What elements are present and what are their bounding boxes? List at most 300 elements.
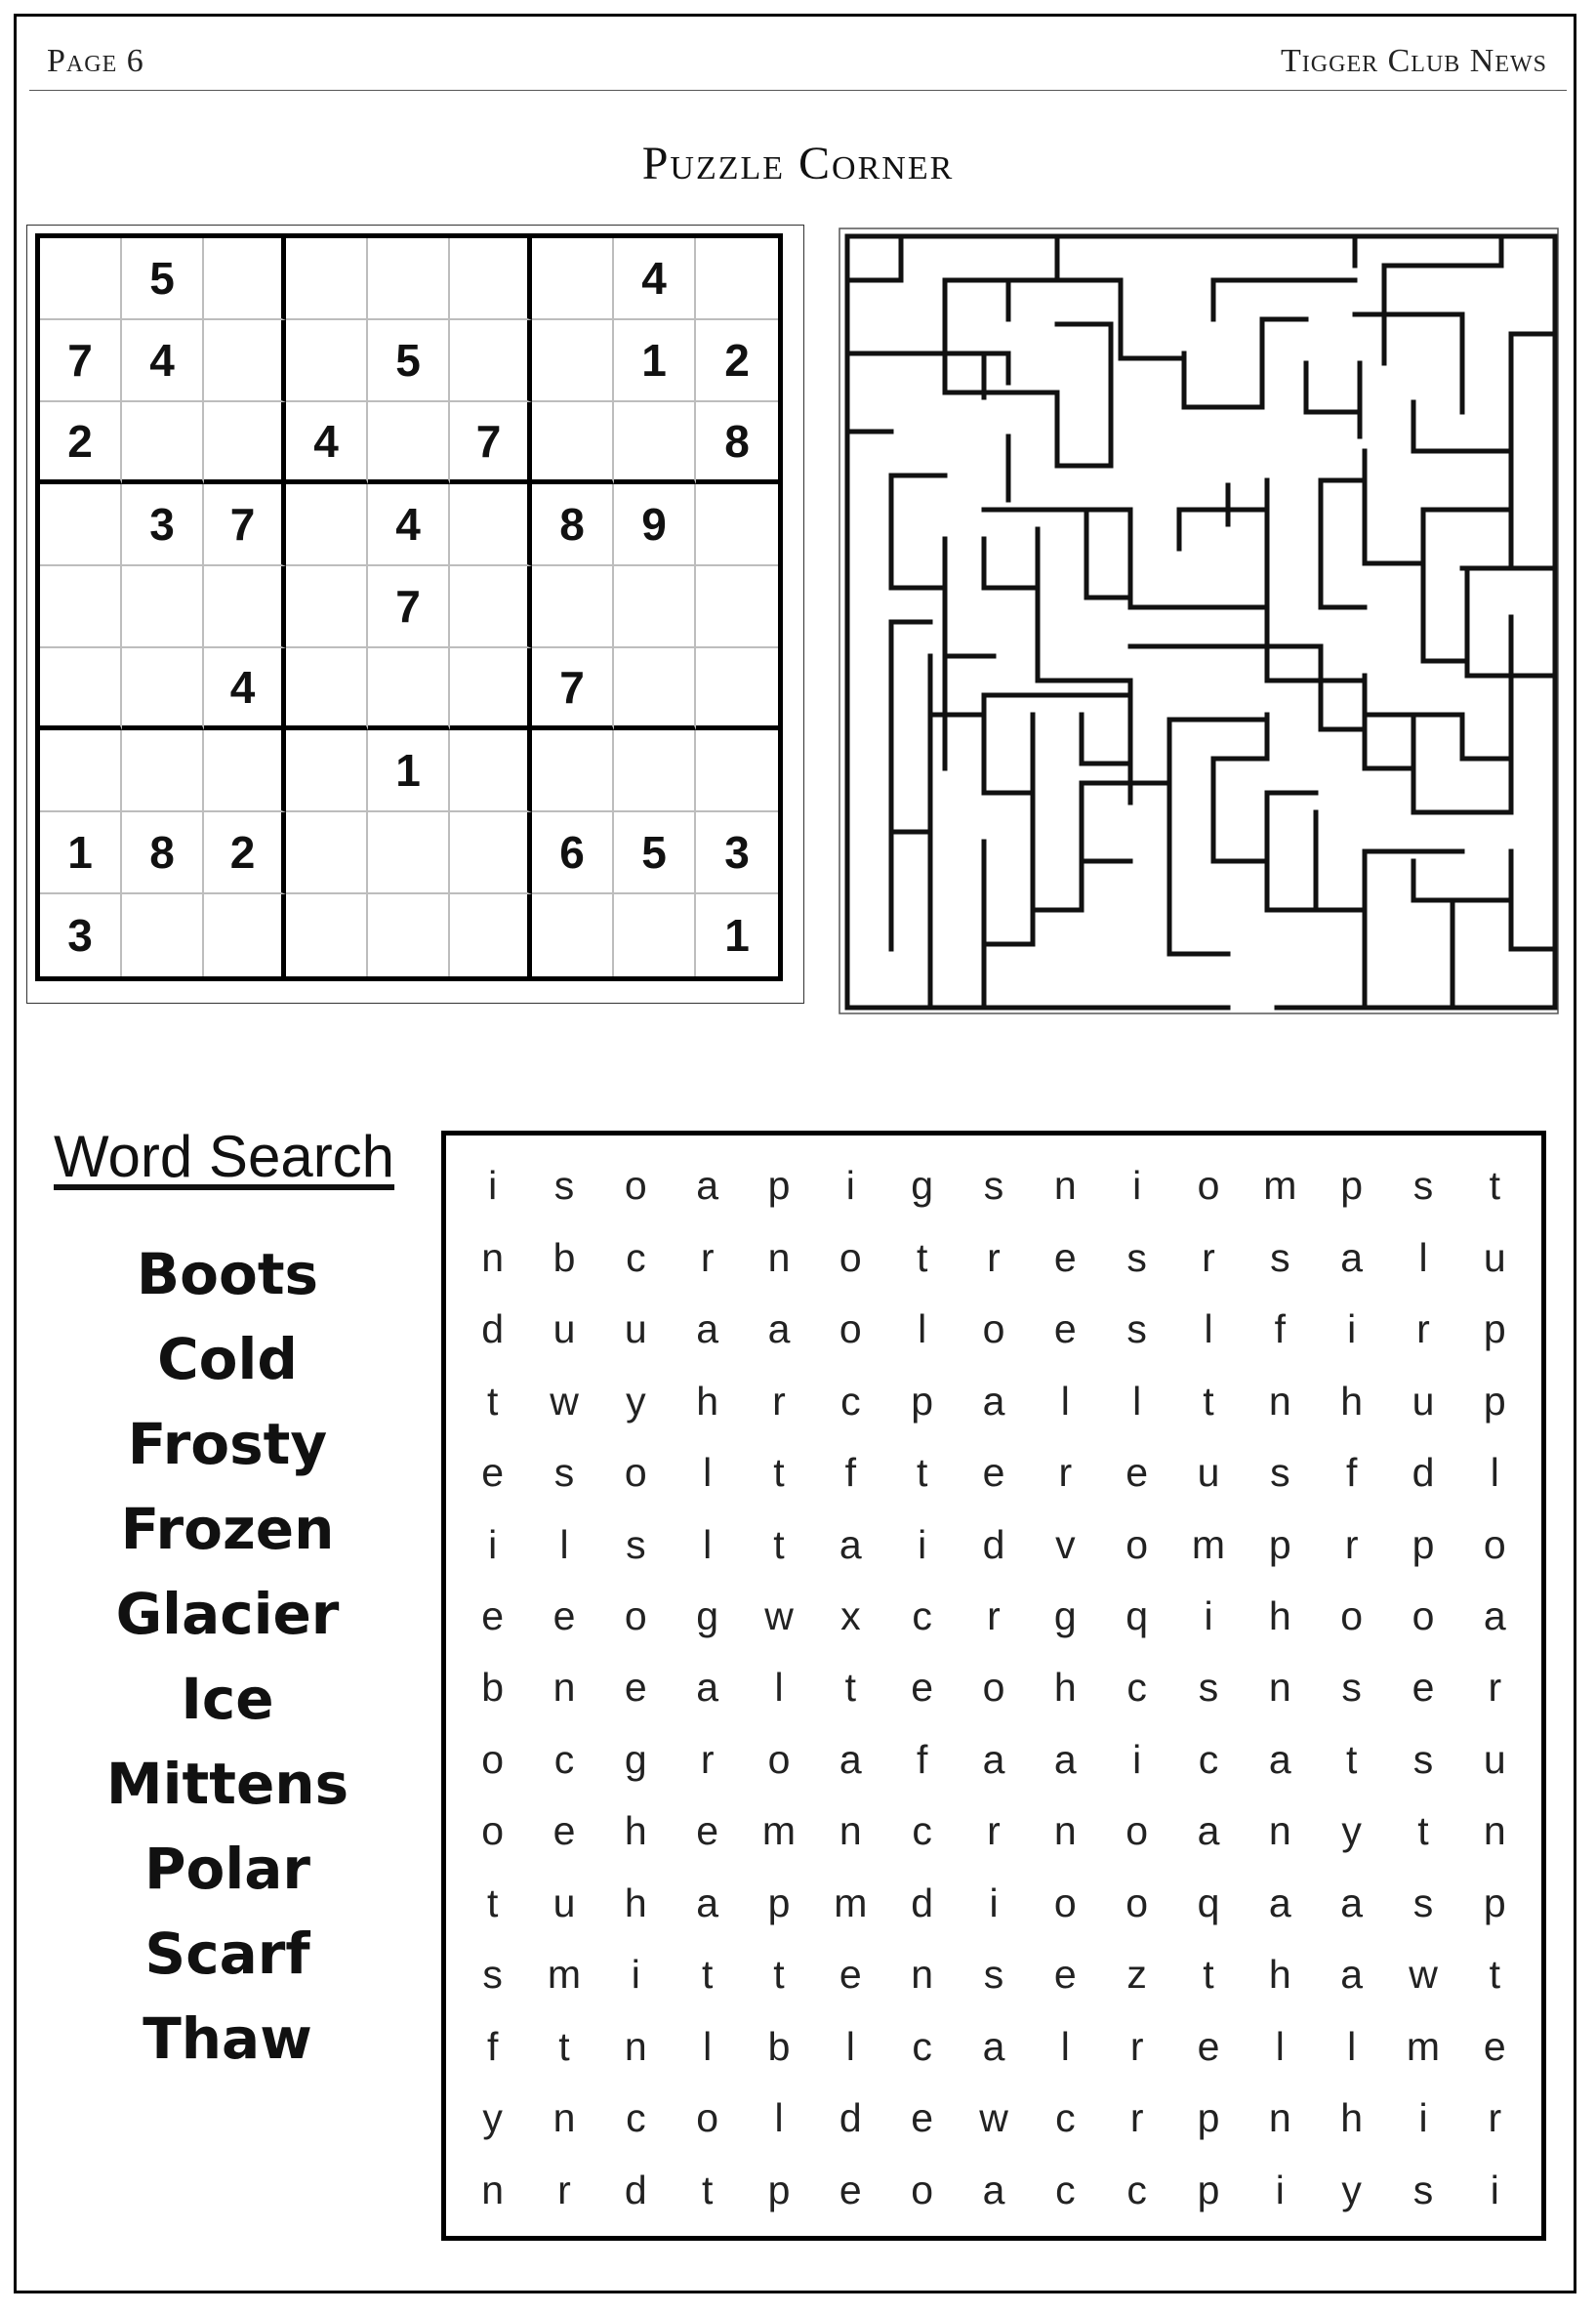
word-search-letter[interactable]: r [772,1378,786,1424]
sudoku-cell[interactable] [40,566,122,648]
word-search-letter[interactable]: g [1053,1593,1077,1639]
sudoku-cell[interactable] [368,402,450,484]
word-search-letter[interactable]: c [912,1593,932,1639]
word-search-letter[interactable]: o [1125,1879,1149,1925]
word-search-letter[interactable]: h [624,1808,647,1854]
word-search-letter[interactable]: a [982,1378,1005,1424]
word-search-letter[interactable]: o [1125,1808,1149,1854]
word-search-letter[interactable]: e [1483,2023,1506,2069]
word-search-letter[interactable]: t [1417,1808,1429,1854]
sudoku-cell[interactable] [532,402,614,484]
word-search-letter[interactable]: e [552,1808,576,1854]
word-search-letter[interactable]: b [552,1234,576,1280]
word-search-letter[interactable]: d [982,1521,1005,1567]
word-search-letter[interactable]: u [624,1306,647,1352]
word-search-letter[interactable]: x [840,1593,861,1639]
word-search-letter[interactable]: r [700,1736,715,1782]
word-search-letter[interactable]: i [1132,1736,1142,1782]
word-search-letter[interactable]: f [1274,1306,1287,1352]
word-search-letter[interactable]: d [911,1879,934,1925]
word-search-letter[interactable]: p [1197,2167,1220,2212]
word-search-letter[interactable]: i [1132,1163,1142,1209]
word-search-letter[interactable]: e [1053,1306,1077,1352]
word-search-letter[interactable]: r [1416,1306,1430,1352]
word-search-letter[interactable]: t [701,2167,714,2212]
word-search-letter[interactable]: u [1483,1234,1506,1280]
word-search-letter[interactable]: i [1204,1593,1213,1639]
sudoku-cell[interactable]: 5 [122,238,204,320]
sudoku-cell[interactable] [122,402,204,484]
sudoku-cell[interactable] [122,648,204,730]
word-search-letter[interactable]: f [916,1736,928,1782]
word-search-letter[interactable]: a [1483,1593,1506,1639]
word-search-letter[interactable]: u [1197,1450,1220,1496]
sudoku-cell[interactable]: 9 [614,484,696,566]
word-search-letter[interactable]: n [1268,2095,1291,2141]
word-search-letter[interactable]: i [1418,2095,1428,2141]
word-search-letter[interactable]: r [557,2167,571,2212]
word-search-letter[interactable]: s [1412,1879,1434,1925]
word-search-letter[interactable]: e [481,1450,505,1496]
sudoku-cell[interactable] [696,484,778,566]
word-search-letter[interactable]: a [696,1879,719,1925]
word-search-letter[interactable]: o [1053,1879,1077,1925]
word-search-letter[interactable]: e [696,1808,719,1854]
word-search-letter[interactable]: b [481,1665,505,1711]
word-search-letter[interactable]: p [1483,1306,1506,1352]
sudoku-cell[interactable]: 4 [204,648,286,730]
word-search-letter[interactable]: c [1126,2167,1147,2212]
word-search-letter[interactable]: n [552,1665,576,1711]
word-search-letter[interactable]: b [767,2023,791,2069]
word-search-letter[interactable]: c [912,1808,932,1854]
word-search-letter[interactable]: l [1060,1378,1070,1424]
word-search-letter[interactable]: c [1198,1736,1219,1782]
word-search-letter[interactable]: t [773,1952,785,1998]
word-search-letter[interactable]: n [1268,1378,1291,1424]
sudoku-cell[interactable] [122,730,204,812]
word-search-letter[interactable]: o [1412,1593,1435,1639]
word-search-letter[interactable]: n [767,1234,791,1280]
sudoku-cell[interactable] [368,812,450,894]
word-search-letter[interactable]: o [481,1808,505,1854]
word-search-letter[interactable]: i [989,1879,999,1925]
sudoku-cell[interactable]: 1 [724,910,750,961]
word-search-letter[interactable]: l [774,1665,784,1711]
word-search-letter[interactable]: e [982,1450,1005,1496]
word-search-letter[interactable]: w [979,2095,1008,2141]
sudoku-cell[interactable] [696,566,778,648]
word-search-letter[interactable]: s [1341,1665,1362,1711]
sudoku-cell[interactable] [532,566,614,648]
sudoku-cell[interactable] [450,812,532,894]
word-search-letter[interactable]: r [1344,1521,1359,1567]
word-search-letter[interactable]: s [983,1952,1004,1998]
word-search-letter[interactable]: y [1341,2167,1362,2212]
sudoku-cell[interactable] [450,894,532,976]
word-search-letter[interactable]: l [1347,2023,1357,2069]
word-search-letter[interactable]: r [1129,2095,1144,2141]
sudoku-cell[interactable]: 2 [696,320,778,402]
word-search-letter[interactable]: f [486,2023,499,2069]
word-search-letter[interactable]: s [1412,2167,1434,2212]
sudoku-cell[interactable] [368,238,450,320]
word-search-letter[interactable]: r [987,1234,1001,1280]
sudoku-cell[interactable] [204,402,286,484]
word-search-letter[interactable]: p [911,1378,934,1424]
word-search-letter[interactable]: w [764,1593,794,1639]
word-search-letter[interactable]: o [1340,1593,1364,1639]
word-search-letter[interactable]: n [1053,1808,1077,1854]
sudoku-cell[interactable] [614,402,696,484]
word-search-letter[interactable]: e [911,1665,934,1711]
word-search-letter[interactable]: c [840,1378,861,1424]
word-search-letter[interactable]: h [1053,1665,1077,1711]
sudoku-cell[interactable] [614,730,696,812]
word-search-letter[interactable]: l [1490,1450,1499,1496]
word-search-letter[interactable]: h [1340,2095,1364,2141]
word-search-letter[interactable]: f [844,1450,857,1496]
word-search-letter[interactable]: r [987,1593,1001,1639]
word-search-letter[interactable]: a [1268,1879,1291,1925]
sudoku-cell[interactable]: 6 [532,812,614,894]
word-search-letter[interactable]: y [482,2095,503,2141]
word-search-letter[interactable]: r [1202,1234,1215,1280]
word-search-letter[interactable]: s [1198,1665,1219,1711]
sudoku-cell[interactable] [450,320,532,402]
word-search-letter[interactable]: a [696,1306,719,1352]
sudoku-cell[interactable] [122,566,204,648]
word-search-letter[interactable]: r [987,1808,1001,1854]
word-search-letter[interactable]: p [1340,1163,1364,1209]
sudoku-cell[interactable] [286,894,368,976]
word-search-letter[interactable]: n [552,2095,576,2141]
word-search-letter[interactable]: l [559,1521,569,1567]
word-search-letter[interactable]: p [767,1879,791,1925]
word-search-letter[interactable]: s [1412,1736,1434,1782]
word-search-letter[interactable]: a [696,1163,719,1209]
word-search-letter[interactable]: p [767,1163,791,1209]
word-search-letter[interactable]: o [839,1234,862,1280]
word-search-letter[interactable]: i [1347,1306,1357,1352]
word-search-letter[interactable]: p [1412,1521,1435,1567]
sudoku-cell[interactable] [614,894,696,976]
word-search-letter[interactable]: o [1125,1521,1149,1567]
sudoku-cell[interactable]: 8 [122,812,204,894]
word-search-letter[interactable]: r [1058,1450,1073,1496]
word-search-letter[interactable]: h [624,1879,647,1925]
sudoku-cell[interactable]: 7 [532,648,614,730]
word-search-letter[interactable]: s [553,1450,575,1496]
word-search-letter[interactable]: e [839,2167,862,2212]
word-search-letter[interactable]: u [1483,1736,1506,1782]
word-search-letter[interactable]: s [553,1163,575,1209]
word-search-letter[interactable]: o [696,2095,719,2141]
word-search-letter[interactable]: t [486,1879,499,1925]
word-search-letter[interactable]: a [1340,1952,1364,1998]
word-search-letter[interactable]: r [1129,2023,1144,2069]
word-search-letter[interactable]: a [696,1665,719,1711]
word-search-letter[interactable]: o [481,1736,505,1782]
sudoku-cell[interactable]: 1 [368,730,450,812]
sudoku-cell[interactable] [450,238,532,320]
word-search-letter[interactable]: l [703,1521,713,1567]
word-search-letter[interactable]: c [1126,1665,1147,1711]
sudoku-cell[interactable] [286,320,368,402]
word-search-letter[interactable]: a [767,1306,791,1352]
word-search-letter[interactable]: t [1345,1736,1358,1782]
word-search-letter[interactable]: d [481,1306,505,1352]
word-search-letter[interactable]: p [1483,1378,1506,1424]
word-search-letter[interactable]: u [1412,1378,1435,1424]
word-search-letter[interactable]: l [845,2023,855,2069]
word-search-letter[interactable]: l [703,2023,713,2069]
sudoku-cell[interactable] [614,648,696,730]
word-search-letter[interactable]: d [839,2095,862,2141]
word-search-letter[interactable]: h [696,1378,719,1424]
sudoku-cell[interactable] [286,730,368,812]
sudoku-cell[interactable] [40,730,122,812]
sudoku-cell[interactable] [204,320,286,402]
word-search-letter[interactable]: f [1345,1450,1358,1496]
word-search-letter[interactable]: d [1412,1450,1435,1496]
word-search-letter[interactable]: c [1055,2167,1076,2212]
word-search-letter[interactable]: i [631,1952,640,1998]
sudoku-cell[interactable]: 5 [368,320,450,402]
sudoku-cell[interactable] [450,566,532,648]
word-search-letter[interactable]: s [1126,1306,1147,1352]
word-search-letter[interactable]: n [1483,1808,1506,1854]
sudoku-cell[interactable]: 8 [696,402,778,484]
word-search-letter[interactable]: a [839,1521,862,1567]
word-search-letter[interactable]: r [1488,1665,1502,1711]
sudoku-cell[interactable] [368,648,450,730]
word-search-letter[interactable]: l [918,1306,927,1352]
sudoku-cell[interactable]: 7 [368,566,450,648]
sudoku-cell[interactable] [204,566,286,648]
word-search-letter[interactable]: c [553,1736,575,1782]
sudoku-cell[interactable] [286,238,368,320]
word-search-letter[interactable]: w [550,1378,579,1424]
word-search-letter[interactable]: m [1191,1521,1226,1567]
sudoku-cell[interactable]: 1 [614,320,696,402]
word-search-letter[interactable]: c [626,1234,646,1280]
word-search-letter[interactable]: m [761,1808,797,1854]
word-search-letter[interactable]: a [1268,1736,1291,1782]
word-search-letter[interactable]: e [1053,1234,1077,1280]
word-search-letter[interactable]: r [700,1234,715,1280]
word-search-letter[interactable]: l [1418,1234,1428,1280]
sudoku-cell[interactable] [696,238,778,320]
word-search-letter[interactable]: a [982,1736,1005,1782]
word-search-letter[interactable]: m [547,1952,582,1998]
word-search-letter[interactable]: s [626,1521,646,1567]
word-search-letter[interactable]: e [911,2095,934,2141]
sudoku-cell[interactable] [204,730,286,812]
word-search-letter[interactable]: i [1275,2167,1285,2212]
word-search-letter[interactable]: h [1268,1593,1291,1639]
word-search-letter[interactable]: d [624,2167,647,2212]
word-search-letter[interactable]: h [1340,1378,1364,1424]
word-search-letter[interactable]: p [1197,2095,1220,2141]
word-search-letter[interactable]: m [1406,2023,1441,2069]
sudoku-cell[interactable]: 4 [614,238,696,320]
sudoku-cell[interactable] [532,730,614,812]
word-search-letter[interactable]: e [552,1593,576,1639]
word-search-letter[interactable]: p [1268,1521,1291,1567]
word-search-letter[interactable]: l [1275,2023,1285,2069]
word-search-letter[interactable]: l [774,2095,784,2141]
word-search-letter[interactable]: n [1268,1808,1291,1854]
word-search-letter[interactable]: e [624,1665,647,1711]
sudoku-cell[interactable] [286,566,368,648]
word-search-letter[interactable]: m [1263,1163,1297,1209]
word-search-letter[interactable]: o [624,1450,647,1496]
sudoku-cell[interactable]: 4 [286,402,368,484]
word-search-letter[interactable]: a [1197,1808,1220,1854]
word-search-letter[interactable]: g [911,1163,934,1209]
word-search-letter[interactable]: s [1412,1163,1434,1209]
sudoku-cell[interactable]: 8 [532,484,614,566]
sudoku-cell[interactable] [286,648,368,730]
word-search-letter[interactable]: o [624,1593,647,1639]
word-search-letter[interactable]: i [845,1163,855,1209]
word-search-letter[interactable]: t [773,1521,785,1567]
word-search-letter[interactable]: t [558,2023,570,2069]
word-search-letter[interactable]: v [1055,1521,1076,1567]
word-search-letter[interactable]: o [982,1306,1005,1352]
sudoku-cell[interactable] [286,484,368,566]
word-search-letter[interactable]: t [1203,1378,1214,1424]
word-search-letter[interactable]: t [844,1665,857,1711]
word-search-letter[interactable]: t [701,1952,714,1998]
sudoku-cell[interactable] [204,238,286,320]
word-search-letter[interactable]: t [1203,1952,1214,1998]
word-search-letter[interactable]: s [983,1163,1004,1209]
word-search-letter[interactable]: i [488,1163,498,1209]
sudoku-cell[interactable] [532,238,614,320]
sudoku-cell[interactable] [286,812,368,894]
word-search-letter[interactable]: c [626,2095,646,2141]
word-search-letter[interactable]: n [624,2023,647,2069]
word-search-letter[interactable]: l [1060,2023,1070,2069]
sudoku-cell[interactable] [40,238,122,320]
word-search-letter[interactable]: s [1270,1234,1290,1280]
word-search-letter[interactable]: e [1412,1665,1435,1711]
word-search-letter[interactable]: o [624,1163,647,1209]
sudoku-cell[interactable]: 3 [40,894,122,976]
word-search-letter[interactable]: y [626,1378,646,1424]
sudoku-cell[interactable]: 7 [450,402,532,484]
word-search-letter[interactable]: n [911,1952,934,1998]
sudoku-cell[interactable]: 7 [204,484,286,566]
sudoku-cell[interactable]: 4 [122,320,204,402]
sudoku-cell[interactable]: 2 [204,812,286,894]
word-search-letter[interactable]: a [982,2167,1005,2212]
sudoku-cell[interactable]: 7 [40,320,122,402]
word-search-letter[interactable]: o [839,1306,862,1352]
word-search-letter[interactable]: o [1197,1163,1220,1209]
sudoku-cell[interactable] [532,320,614,402]
word-search-letter[interactable]: t [486,1378,499,1424]
word-search-letter[interactable]: u [552,1306,576,1352]
word-search-letter[interactable]: a [1340,1879,1364,1925]
word-search-letter[interactable]: i [488,1521,498,1567]
word-search-letter[interactable]: t [916,1234,928,1280]
word-search-letter[interactable]: t [773,1450,785,1496]
sudoku-cell[interactable] [450,484,532,566]
word-search-letter[interactable]: c [912,2023,932,2069]
sudoku-cell[interactable]: 1 [40,812,122,894]
word-search-letter[interactable]: i [1490,2167,1499,2212]
word-search-letter[interactable]: i [918,1521,927,1567]
sudoku-cell[interactable] [40,648,122,730]
word-search-letter[interactable]: q [1125,1593,1149,1639]
word-search-letter[interactable]: g [624,1736,647,1782]
sudoku-cell[interactable] [450,648,532,730]
word-search-letter[interactable]: e [1053,1952,1077,1998]
word-search-letter[interactable]: a [982,2023,1005,2069]
sudoku-cell[interactable] [122,894,204,976]
word-search-letter[interactable]: l [1204,1306,1213,1352]
word-search-letter[interactable]: p [767,2167,791,2212]
word-search-letter[interactable]: r [1488,2095,1502,2141]
word-search-letter[interactable]: t [916,1450,928,1496]
sudoku-cell[interactable] [40,484,122,566]
word-search-letter[interactable]: n [1053,1163,1077,1209]
word-search-letter[interactable]: n [481,2167,505,2212]
sudoku-cell[interactable]: 4 [368,484,450,566]
sudoku-cell[interactable]: 3 [122,484,204,566]
word-search-letter[interactable]: e [481,1593,505,1639]
sudoku-cell[interactable]: 3 [696,812,778,894]
word-search-letter[interactable]: u [552,1879,576,1925]
sudoku-cell[interactable] [696,730,778,812]
sudoku-cell[interactable] [368,894,450,976]
word-search-letter[interactable]: o [767,1736,791,1782]
word-search-letter[interactable]: s [482,1952,503,1998]
word-search-letter[interactable]: s [1126,1234,1147,1280]
word-search-letter[interactable]: n [481,1234,505,1280]
sudoku-cell[interactable] [450,730,532,812]
sudoku-cell[interactable]: 2 [40,402,122,484]
word-search-letter[interactable]: w [1409,1952,1438,1998]
word-search-letter[interactable]: o [1483,1521,1506,1567]
word-search-letter[interactable]: l [703,1450,713,1496]
word-search-letter[interactable]: e [1125,1450,1149,1496]
word-search-letter[interactable]: e [1197,2023,1220,2069]
word-search-letter[interactable]: a [839,1736,862,1782]
sudoku-cell[interactable] [614,566,696,648]
word-search-letter[interactable]: e [839,1952,862,1998]
word-search-letter[interactable]: m [834,1879,868,1925]
word-search-letter[interactable]: l [1132,1378,1142,1424]
word-search-letter[interactable]: n [1268,1665,1291,1711]
word-search-letter[interactable]: o [982,1665,1005,1711]
word-search-letter[interactable]: a [1340,1234,1364,1280]
word-search-letter[interactable]: n [839,1808,862,1854]
word-search-letter[interactable]: p [1483,1879,1506,1925]
word-search-letter[interactable]: a [1053,1736,1077,1782]
word-search-letter[interactable]: q [1197,1879,1220,1925]
sudoku-cell[interactable]: 5 [614,812,696,894]
word-search-letter[interactable]: y [1341,1808,1362,1854]
word-search-letter[interactable]: c [1055,2095,1076,2141]
word-search-letter[interactable]: o [911,2167,934,2212]
word-search-letter[interactable]: g [696,1593,719,1639]
sudoku-cell[interactable] [696,648,778,730]
word-search-letter[interactable]: t [1489,1163,1501,1209]
